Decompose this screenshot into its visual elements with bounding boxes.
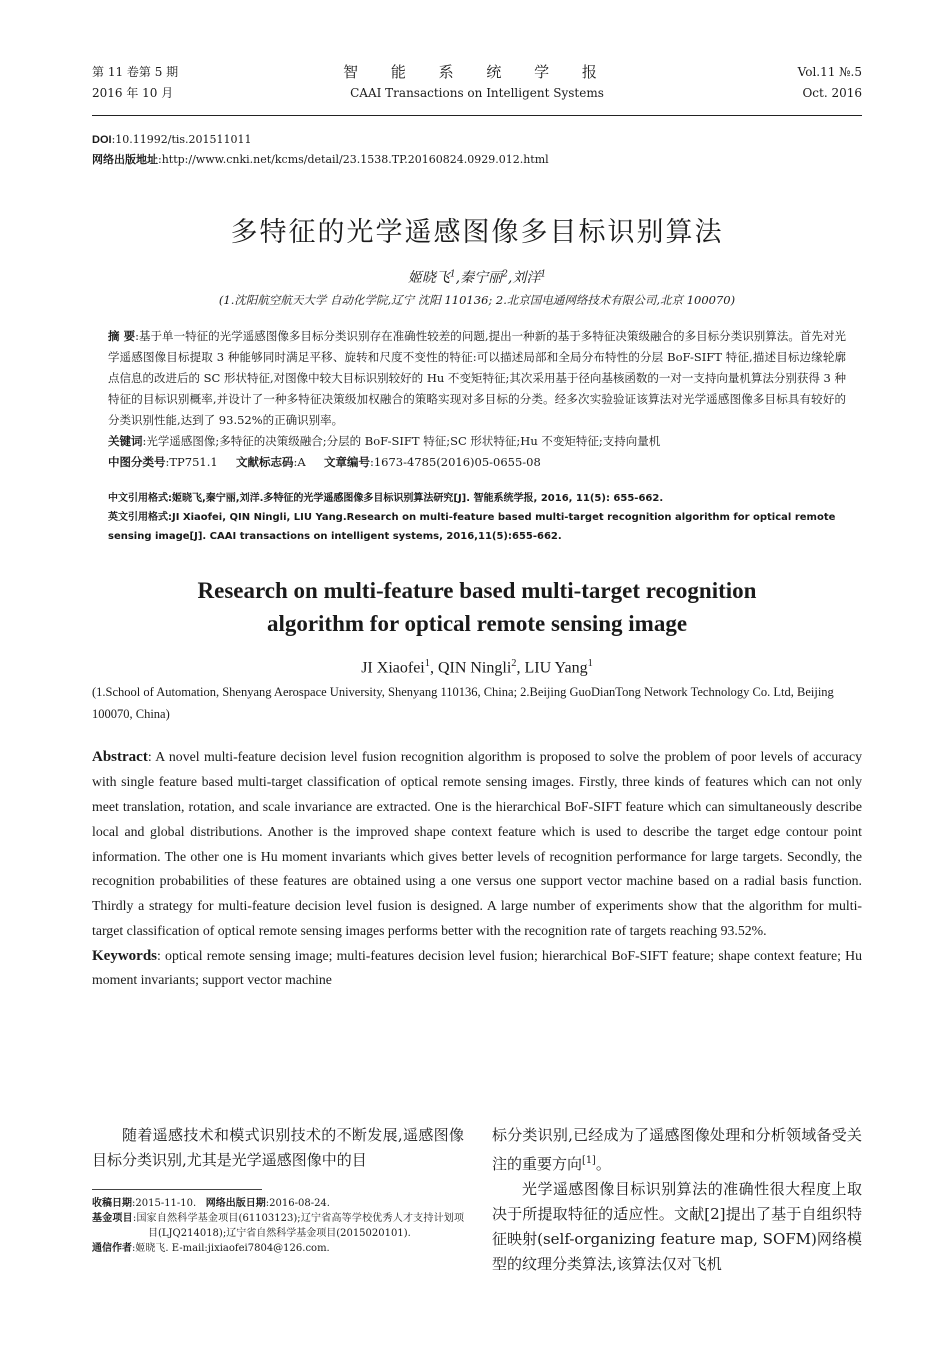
abstract-en-label: Abstract [92, 749, 148, 766]
online-label: 网络出版地址 [92, 154, 158, 166]
article-number-value: :1673-4785(2016)05-0655-08 [369, 455, 541, 469]
header-rule [92, 115, 862, 116]
affiliation-en: (1.School of Automation, Shenyang Aerospace University, Shenyang 110136, China; 2.Beijing GuoDianTong Network Technology Co. Ltd, Beijing 100070, China) [92, 685, 834, 722]
doi-value: :10.11992/tis.201511011 [111, 133, 252, 146]
intro-paragraph-1-cont-end: 。 [595, 1155, 611, 1173]
intro-paragraph-2: 光学遥感图像目标识别算法的准确性很大程度上取决于所提取特征的适应性。文献[2]提出了基于自组织特征映射(self-organizing feature map, SOFM)网络模型的纹理分类算法,该算法仅对飞机 [492, 1180, 862, 1273]
doi-line [92, 130, 862, 150]
abstract-cn [108, 326, 846, 431]
paper-page [92, 62, 862, 992]
keywords-cn [108, 431, 846, 452]
citation-en [108, 508, 846, 546]
online-url: :http://www.cnki.net/kcms/detail/23.1538.TP.20160824.0929.012.html [158, 153, 549, 166]
affiliation-cn: (1.沈阳航空航天大学 自动化学院,辽宁 沈阳 110136; 2.北京国电通网络技术有限公司,北京 100070) [218, 293, 736, 307]
abstract-en-text: : A novel multi-feature decision level fusion recognition algorithm is proposed to solve the problem of poor levels of accuracy with single feature based multi-target classification of optical remote sensing images. Firstly, three kinds of features which can not only meet translation, rotation, and scale invariance are extracted. One is the hierarchical BoF-SIFT feature which can simultaneously describe local and global distributions. Another is the improved shape context feature which is used to describe the target edge contour point information. The other one is Hu moment invariants which gives better levels of recognition performance for large targets. Secondly, the recognition probabilities of these features are obtained using a one versus one support vector machine based on a radial basis function. Thirdly a strategy for multi-feature decision level fusion is designed. A large number of experiments show that the algorithm for multi-target classification of optical remote sensing images performs better with the recognition rate of targets reaching 93.52%. [92, 749, 862, 938]
title-cn: 多特征的光学遥感图像多目标识别算法 [230, 217, 724, 248]
journal-name-en: CAAI Transactions on Intelligent Systems [350, 86, 604, 100]
received-date-label: 收稿日期 [92, 1198, 132, 1209]
doc-code-label: 文献标志码 [236, 455, 294, 469]
abstract-cn-label: 摘 要 [108, 329, 136, 343]
author-cn-3: ,刘洋 [507, 270, 541, 286]
author-cn-2-affil: 2 [502, 269, 508, 280]
volume-cn: 第 11 卷第 5 期 [92, 65, 179, 79]
corresponding-author-footnote [92, 1241, 464, 1256]
intro-paragraph-1-cont [492, 1123, 862, 1177]
classification-line [108, 452, 846, 473]
date-cn: 2016 年 10 月 [92, 86, 174, 100]
author-en-2-affil: 2 [511, 658, 517, 669]
abstract-cn-text: :基于单一特征的光学遥感图像多目标分类识别存在准确性较差的问题,提出一种新的基于多特征决策级融合的多目标分类识别算法。首先对光学遥感图像目标提取 3 种能够同时满足平移、旋转和尺度不变性的特征:可以描述局部和全局分布特性的分层 BoF-SIFT 特征,描述目标边缘轮廓点信息的改进后的 SC 形状特征,对图像中较大目标识别较好的 Hu 不变矩特征;其次采用基于径向基核函数的一对一支持向量机算法分别获得 3 种特征的目标识别概率,并设计了一种多特征决策级加权融合的策略实现对多目标的分类。经多次实验验证该算法对光学遥感图像多目标具有较好的分类识别性能,达到了 93.52%的正确识别率。 [108, 329, 846, 427]
funding-footnote [92, 1211, 464, 1241]
doi-block [92, 130, 862, 170]
header-center [92, 62, 862, 104]
header-right [798, 62, 862, 104]
citation-en-text: :JI Xiaofei, QIN Ningli, LIU Yang.Research on multi-feature based multi-target recognition algorithm for optical remote sensing image[J]. CAAI transactions on intelligent systems, 2016,11(5):655-662. [108, 512, 836, 542]
reference-marker-1[interactable]: [1] [582, 1155, 596, 1166]
doi-label: DOI [92, 134, 112, 146]
title-en-line-1: Research on multi-feature based multi-target recognition [197, 578, 757, 603]
online-date-value: :2016-08-24. [265, 1198, 330, 1209]
funding-value: :国家自然科学基金项目(61103123);辽宁省高等学校优秀人才支持计划项目(LJQ214018);辽宁省自然科学基金项目(2015020101). [132, 1213, 465, 1239]
footnote-rule [92, 1189, 262, 1190]
intro-paragraph-1: 随着遥感技术和模式识别技术的不断发展,遥感图像目标分类识别,尤其是光学遥感图像中的目 [92, 1126, 464, 1169]
author-en-1: JI Xiaofei [361, 659, 425, 677]
title-en [92, 574, 862, 640]
author-en-3: , LIU Yang [516, 659, 588, 677]
abstract-en [92, 745, 862, 943]
online-address-line [92, 150, 862, 170]
title-en-line-2: algorithm for optical remote sensing image [266, 611, 688, 636]
abstract-cn-block [92, 326, 862, 473]
authors-cn [92, 267, 862, 287]
keywords-cn-label: 关键词 [108, 434, 143, 448]
citation-en-label: 英文引用格式 [108, 512, 168, 523]
funding-label: 基金项目 [92, 1213, 133, 1224]
author-cn-1-affil: 1 [449, 269, 456, 280]
keywords-en-label: Keywords [92, 947, 157, 964]
online-date-label: 网络出版日期 [205, 1198, 266, 1209]
corresponding-author-value: :姬晓飞. E-mail:jixiaofei7804@126.com. [132, 1243, 330, 1254]
intro-paragraph-1-cont-text: 标分类识别,已经成为了遥感图像处理和分析领域备受关注的重要方向 [492, 1126, 862, 1173]
keywords-cn-text: :光学遥感图像;多特征的决策级融合;分层的 BoF-SIFT 特征;SC 形状特征;Hu 不变矩特征;支持向量机 [142, 434, 661, 448]
author-cn-3-affil: 1 [540, 269, 547, 280]
author-en-3-affil: 1 [587, 658, 593, 669]
keywords-en-text: : optical remote sensing image; multi-features decision level fusion; hierarchical BoF-SIFT feature; shape context feature; Hu moment invariants; support vector machine [92, 947, 862, 987]
author-cn-2: ,秦宁丽 [455, 270, 503, 286]
keywords-en [92, 944, 862, 992]
body-column-right [492, 1123, 862, 1277]
author-cn-1: 姬晓飞 [407, 270, 450, 286]
citation-cn [108, 489, 846, 508]
dates-footnote [92, 1196, 464, 1211]
corresponding-author-label: 通信作者 [92, 1243, 132, 1254]
author-en-2: , QIN Ningli [429, 659, 512, 677]
clc-label: 中图分类号 [108, 455, 166, 469]
received-date-value: :2015-11-10. [132, 1198, 197, 1209]
date-en: Oct. 2016 [802, 86, 862, 100]
citation-cn-text: :姬晓飞,秦宁丽,刘洋.多特征的光学遥感图像多目标识别算法研究[J]. 智能系统学报, 2016, 11(5): 655-662. [168, 493, 664, 504]
running-header [92, 62, 862, 112]
citation-cn-label: 中文引用格式 [108, 493, 168, 504]
article-number-label: 文章编号 [323, 455, 370, 469]
journal-name-cn: 智 能 系 统 学 报 [343, 63, 611, 81]
body-column-left [92, 1123, 464, 1256]
author-en-1-affil: 1 [424, 658, 430, 669]
volume-en: Vol.11 №.5 [797, 65, 862, 79]
citation-block [92, 489, 862, 546]
footnotes [92, 1196, 464, 1256]
authors-en [92, 658, 862, 677]
doc-code-value: :A [293, 455, 306, 469]
clc-value: :TP751.1 [165, 455, 218, 469]
